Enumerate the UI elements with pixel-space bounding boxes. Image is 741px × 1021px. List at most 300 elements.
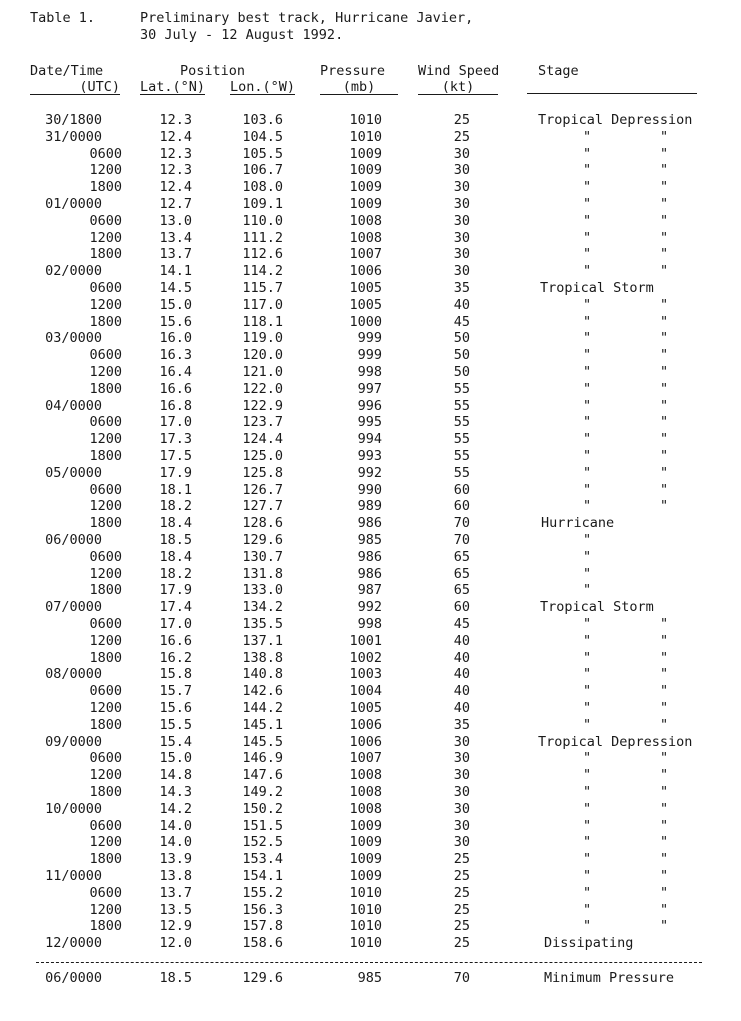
ditto-mark: " <box>583 548 592 565</box>
cell-pressure: 1009 <box>349 834 382 851</box>
cell-wind: 30 <box>453 834 470 851</box>
cell-lon: 146.9 <box>242 750 283 767</box>
cell-lat: 16.0 <box>159 330 192 347</box>
table-number: Table 1. <box>30 10 96 26</box>
cell-pressure: 1009 <box>349 145 382 162</box>
cell-datetime: 03/0000 <box>45 330 102 347</box>
table-row <box>0 801 741 818</box>
cell-lat: 12.4 <box>159 128 192 145</box>
cell-lon: 137.1 <box>242 632 283 649</box>
ditto-mark: " <box>583 784 592 800</box>
table-row <box>0 918 741 935</box>
cell-datetime: 1200 <box>89 162 122 179</box>
cell-lon: 157.8 <box>242 918 283 935</box>
summary-separator <box>36 962 702 963</box>
table-row <box>0 784 741 801</box>
cell-lat: 13.9 <box>159 851 192 868</box>
cell-lat: 18.2 <box>159 565 192 582</box>
cell-pressure: 1005 <box>349 280 382 296</box>
cell-lon: 140.8 <box>242 666 283 683</box>
ditto-mark: " <box>583 397 592 414</box>
cell-datetime: 0600 <box>89 414 122 431</box>
cell-lon: 114.2 <box>242 263 283 280</box>
table-row <box>0 750 741 767</box>
table-row <box>0 431 741 448</box>
ditto-mark: " <box>660 263 669 280</box>
cell-lat: 14.0 <box>159 817 192 834</box>
header-mb: (mb) <box>320 80 398 95</box>
ditto-mark: " <box>583 229 592 246</box>
cell-lon: 144.2 <box>242 700 283 716</box>
table-row <box>0 364 741 381</box>
cell-lon: 128.6 <box>242 515 283 532</box>
cell-datetime: 1200 <box>89 296 122 313</box>
cell-datetime: 06/0000 <box>45 532 102 548</box>
cell-lon: 133.0 <box>242 582 283 599</box>
table-row <box>0 263 741 280</box>
cell-wind: 30 <box>453 750 470 767</box>
cell-lon: 151.5 <box>242 817 283 834</box>
ditto-mark: " <box>583 767 592 784</box>
cell-pressure: 996 <box>357 397 382 414</box>
table-row <box>0 666 741 683</box>
table-row <box>0 902 741 919</box>
table-row <box>0 868 741 885</box>
cell-datetime: 0600 <box>89 212 122 229</box>
cell-lat: 12.4 <box>159 179 192 196</box>
table-row <box>0 566 741 583</box>
ditto-mark: " <box>583 448 592 464</box>
cell-pressure: 1006 <box>349 716 382 733</box>
table-row <box>0 549 741 566</box>
ditto-mark: " <box>583 649 592 666</box>
cell-datetime: 1800 <box>89 515 122 532</box>
cell-pressure: 1001 <box>349 632 382 649</box>
table-row <box>0 683 741 700</box>
cell-wind: 50 <box>453 347 470 364</box>
ditto-mark: " <box>660 229 669 246</box>
ditto-mark: " <box>583 246 592 263</box>
cell-lon: 118.1 <box>242 313 283 330</box>
ditto-mark: " <box>583 380 592 397</box>
cell-lon: 108.0 <box>242 179 283 196</box>
cell-pressure: 1009 <box>349 196 382 212</box>
cell-pressure: 1009 <box>349 162 382 179</box>
cell-lat: 17.0 <box>159 616 192 632</box>
ditto-mark: " <box>660 834 669 851</box>
cell-datetime: 1200 <box>89 498 122 515</box>
cell-datetime: 0600 <box>89 750 122 767</box>
table-row <box>0 347 741 364</box>
cell-lat: 13.5 <box>159 901 192 918</box>
cell-lon: 147.6 <box>242 767 283 784</box>
cell-pressure: 1008 <box>349 800 382 817</box>
cell-lat: 17.4 <box>159 599 192 616</box>
header-utc: (UTC) <box>30 80 120 95</box>
ditto-mark: " <box>660 716 669 733</box>
cell-lat: 13.4 <box>159 229 192 246</box>
cell-datetime: 1800 <box>89 851 122 868</box>
cell-wind: 25 <box>453 884 470 901</box>
ditto-mark: " <box>660 464 669 481</box>
cell-lat: 14.0 <box>159 834 192 851</box>
cell-lon: 126.7 <box>242 481 283 498</box>
cell-datetime: 0600 <box>89 548 122 565</box>
cell-lat: 15.8 <box>159 666 192 683</box>
cell-pressure: 989 <box>357 498 382 515</box>
cell-datetime: 1800 <box>89 784 122 800</box>
ditto-mark: " <box>660 784 669 800</box>
table-row <box>0 414 741 431</box>
cell-datetime: 05/0000 <box>45 464 102 481</box>
cell-wind: 30 <box>453 800 470 817</box>
cell-lat: 14.8 <box>159 767 192 784</box>
table-row <box>0 616 741 633</box>
cell-wind: 25 <box>453 918 470 935</box>
cell-datetime: 1200 <box>89 364 122 380</box>
cell-lat: 17.3 <box>159 431 192 448</box>
cell-wind: 65 <box>453 548 470 565</box>
cell-pressure: 1009 <box>349 851 382 868</box>
cell-lat: 16.6 <box>159 380 192 397</box>
header-lon: Lon.(°W) <box>230 79 296 95</box>
ditto-mark: " <box>583 128 592 145</box>
cell-stage: Tropical Depression <box>538 733 693 750</box>
cell-pressure: 1003 <box>349 666 382 683</box>
cell-lat: 14.3 <box>159 784 192 800</box>
cell-pressure: 1008 <box>349 212 382 229</box>
ditto-mark: " <box>583 196 592 212</box>
cell-wind: 55 <box>453 380 470 397</box>
ditto-mark: " <box>583 532 592 548</box>
ditto-mark: " <box>660 313 669 330</box>
cell-lat: 12.3 <box>159 145 192 162</box>
cell-datetime: 1800 <box>89 918 122 935</box>
cell-wind: 25 <box>453 868 470 884</box>
cell-pressure: 998 <box>357 616 382 632</box>
table-row <box>0 818 741 835</box>
ditto-mark: " <box>660 767 669 784</box>
cell-stage: Tropical Storm <box>540 280 654 296</box>
ditto-mark: " <box>660 918 669 935</box>
cell-lat: 12.3 <box>159 112 192 128</box>
table-row <box>0 767 741 784</box>
cell-wind: 25 <box>453 935 470 952</box>
ditto-mark: " <box>660 884 669 901</box>
cell-wind: 30 <box>453 162 470 179</box>
cell-datetime: 10/0000 <box>45 800 102 817</box>
ditto-mark: " <box>583 162 592 179</box>
ditto-mark: " <box>583 414 592 431</box>
cell-wind: 30 <box>453 246 470 263</box>
table-row <box>0 330 741 347</box>
cell-datetime: 31/0000 <box>45 128 102 145</box>
header-datetime: Date/Time <box>30 63 104 79</box>
cell-pressure: 1006 <box>349 263 382 280</box>
cell-wind: 40 <box>453 683 470 700</box>
cell-lon: 134.2 <box>242 599 283 616</box>
table-row <box>0 717 741 734</box>
summary-label: Minimum Pressure <box>544 970 675 986</box>
summary-date: 06/0000 <box>45 970 102 986</box>
cell-lon: 119.0 <box>242 330 283 347</box>
ditto-mark: " <box>583 313 592 330</box>
cell-datetime: 1200 <box>89 700 122 716</box>
cell-wind: 45 <box>453 313 470 330</box>
cell-lat: 18.5 <box>159 532 192 548</box>
ditto-mark: " <box>660 700 669 716</box>
cell-lon: 125.8 <box>242 464 283 481</box>
ditto-mark: " <box>583 868 592 884</box>
cell-lat: 15.6 <box>159 700 192 716</box>
ditto-mark: " <box>583 565 592 582</box>
table-row <box>0 532 741 549</box>
cell-datetime: 07/0000 <box>45 599 102 616</box>
cell-pressure: 1002 <box>349 649 382 666</box>
cell-lat: 16.3 <box>159 347 192 364</box>
cell-wind: 65 <box>453 565 470 582</box>
ditto-mark: " <box>583 632 592 649</box>
table-row <box>0 851 741 868</box>
cell-stage: Tropical Storm <box>540 599 654 616</box>
cell-lon: 124.4 <box>242 431 283 448</box>
ditto-mark: " <box>583 700 592 716</box>
cell-wind: 55 <box>453 414 470 431</box>
cell-pressure: 1010 <box>349 918 382 935</box>
cell-wind: 25 <box>453 128 470 145</box>
ditto-mark: " <box>660 397 669 414</box>
cell-datetime: 30/1800 <box>45 112 102 128</box>
cell-datetime: 1200 <box>89 767 122 784</box>
ditto-mark: " <box>660 162 669 179</box>
cell-wind: 30 <box>453 263 470 280</box>
cell-pressure: 987 <box>357 582 382 599</box>
table-row <box>0 213 741 230</box>
cell-datetime: 0600 <box>89 347 122 364</box>
cell-pressure: 1009 <box>349 868 382 884</box>
cell-lat: 16.8 <box>159 397 192 414</box>
cell-wind: 65 <box>453 582 470 599</box>
cell-pressure: 1008 <box>349 229 382 246</box>
cell-datetime: 12/0000 <box>45 935 102 952</box>
ditto-mark: " <box>583 431 592 448</box>
ditto-mark: " <box>660 666 669 683</box>
table-row <box>0 230 741 247</box>
ditto-mark: " <box>583 498 592 515</box>
cell-lat: 13.8 <box>159 868 192 884</box>
ditto-mark: " <box>660 330 669 347</box>
table-row <box>0 129 741 146</box>
cell-pressure: 993 <box>357 448 382 464</box>
ditto-mark: " <box>660 683 669 700</box>
cell-datetime: 08/0000 <box>45 666 102 683</box>
cell-lon: 131.8 <box>242 565 283 582</box>
ditto-mark: " <box>583 582 592 599</box>
cell-wind: 70 <box>453 515 470 532</box>
ditto-mark: " <box>583 750 592 767</box>
ditto-mark: " <box>660 817 669 834</box>
cell-wind: 60 <box>453 498 470 515</box>
cell-lon: 156.3 <box>242 901 283 918</box>
cell-wind: 60 <box>453 599 470 616</box>
ditto-mark: " <box>660 616 669 632</box>
cell-lat: 14.1 <box>159 263 192 280</box>
cell-lon: 110.0 <box>242 212 283 229</box>
cell-wind: 25 <box>453 901 470 918</box>
table-row <box>0 162 741 179</box>
ditto-mark: " <box>660 632 669 649</box>
ditto-mark: " <box>583 884 592 901</box>
cell-datetime: 1200 <box>89 901 122 918</box>
cell-datetime: 0600 <box>89 280 122 296</box>
cell-wind: 30 <box>453 817 470 834</box>
stage-underline <box>527 93 697 94</box>
ditto-mark: " <box>583 481 592 498</box>
cell-pressure: 1000 <box>349 313 382 330</box>
cell-lon: 130.7 <box>242 548 283 565</box>
ditto-mark: " <box>660 498 669 515</box>
cell-pressure: 999 <box>357 330 382 347</box>
cell-lat: 13.7 <box>159 246 192 263</box>
cell-datetime: 01/0000 <box>45 196 102 212</box>
cell-lon: 142.6 <box>242 683 283 700</box>
cell-lat: 15.7 <box>159 683 192 700</box>
cell-datetime: 0600 <box>89 481 122 498</box>
table-row <box>0 398 741 415</box>
ditto-mark: " <box>660 901 669 918</box>
ditto-mark: " <box>583 666 592 683</box>
table-row <box>0 280 741 297</box>
table-row <box>0 582 741 599</box>
cell-lon: 115.7 <box>242 280 283 296</box>
cell-lat: 18.1 <box>159 481 192 498</box>
cell-datetime: 1800 <box>89 313 122 330</box>
ditto-mark: " <box>583 800 592 817</box>
table-row <box>0 314 741 331</box>
cell-wind: 35 <box>453 716 470 733</box>
cell-datetime: 1800 <box>89 246 122 263</box>
ditto-mark: " <box>660 179 669 196</box>
table-row <box>0 650 741 667</box>
ditto-mark: " <box>660 800 669 817</box>
ditto-mark: " <box>660 851 669 868</box>
summary-row <box>0 970 741 987</box>
cell-lon: 135.5 <box>242 616 283 632</box>
cell-wind: 60 <box>453 481 470 498</box>
cell-lon: 104.5 <box>242 128 283 145</box>
header-wind-speed: Wind Speed <box>418 63 500 79</box>
cell-lon: 117.0 <box>242 296 283 313</box>
cell-pressure: 1010 <box>349 128 382 145</box>
cell-lon: 121.0 <box>242 364 283 380</box>
cell-wind: 35 <box>453 280 470 296</box>
cell-pressure: 1009 <box>349 817 382 834</box>
cell-datetime: 1200 <box>89 229 122 246</box>
cell-lon: 123.7 <box>242 414 283 431</box>
cell-wind: 30 <box>453 145 470 162</box>
cell-wind: 55 <box>453 448 470 464</box>
cell-wind: 45 <box>453 616 470 632</box>
cell-wind: 40 <box>453 649 470 666</box>
cell-pressure: 1005 <box>349 296 382 313</box>
cell-wind: 30 <box>453 784 470 800</box>
table-row <box>0 179 741 196</box>
cell-datetime: 1800 <box>89 179 122 196</box>
cell-pressure: 994 <box>357 431 382 448</box>
ditto-mark: " <box>583 212 592 229</box>
cell-lat: 15.6 <box>159 313 192 330</box>
cell-lat: 12.0 <box>159 935 192 952</box>
cell-datetime: 09/0000 <box>45 733 102 750</box>
cell-lon: 158.6 <box>242 935 283 952</box>
table-row <box>0 465 741 482</box>
ditto-mark: " <box>660 380 669 397</box>
cell-pressure: 1008 <box>349 784 382 800</box>
ditto-mark: " <box>583 817 592 834</box>
cell-lat: 12.7 <box>159 196 192 212</box>
cell-lon: 150.2 <box>242 800 283 817</box>
cell-datetime: 1800 <box>89 582 122 599</box>
cell-lon: 122.9 <box>242 397 283 414</box>
ditto-mark: " <box>583 834 592 851</box>
cell-lon: 149.2 <box>242 784 283 800</box>
cell-lon: 154.1 <box>242 868 283 884</box>
cell-lat: 15.0 <box>159 750 192 767</box>
cell-lat: 14.5 <box>159 280 192 296</box>
cell-lat: 17.5 <box>159 448 192 464</box>
ditto-mark: " <box>660 212 669 229</box>
cell-wind: 30 <box>453 212 470 229</box>
ditto-mark: " <box>660 196 669 212</box>
cell-datetime: 1200 <box>89 834 122 851</box>
cell-datetime: 1800 <box>89 380 122 397</box>
cell-lon: 103.6 <box>242 112 283 128</box>
ditto-mark: " <box>583 364 592 380</box>
ditto-mark: " <box>660 347 669 364</box>
ditto-mark: " <box>583 683 592 700</box>
ditto-mark: " <box>660 750 669 767</box>
summary-wind: 70 <box>453 970 470 986</box>
cell-datetime: 0600 <box>89 884 122 901</box>
cell-wind: 55 <box>453 431 470 448</box>
cell-lat: 15.4 <box>159 733 192 750</box>
cell-lon: 106.7 <box>242 162 283 179</box>
table-row <box>0 834 741 851</box>
cell-pressure: 995 <box>357 414 382 431</box>
table-row <box>0 700 741 717</box>
cell-lat: 18.2 <box>159 498 192 515</box>
cell-pressure: 1010 <box>349 884 382 901</box>
cell-lat: 16.2 <box>159 649 192 666</box>
cell-lat: 16.6 <box>159 632 192 649</box>
cell-wind: 50 <box>453 364 470 380</box>
cell-pressure: 1005 <box>349 700 382 716</box>
cell-datetime: 1800 <box>89 716 122 733</box>
ditto-mark: " <box>583 296 592 313</box>
cell-datetime: 0600 <box>89 817 122 834</box>
ditto-mark: " <box>583 901 592 918</box>
ditto-mark: " <box>660 448 669 464</box>
ditto-mark: " <box>660 481 669 498</box>
cell-pressure: 992 <box>357 464 382 481</box>
ditto-mark: " <box>583 145 592 162</box>
ditto-mark: " <box>583 616 592 632</box>
ditto-mark: " <box>583 464 592 481</box>
table-row <box>0 297 741 314</box>
cell-lat: 12.9 <box>159 918 192 935</box>
cell-lon: 122.0 <box>242 380 283 397</box>
cell-lat: 13.7 <box>159 884 192 901</box>
